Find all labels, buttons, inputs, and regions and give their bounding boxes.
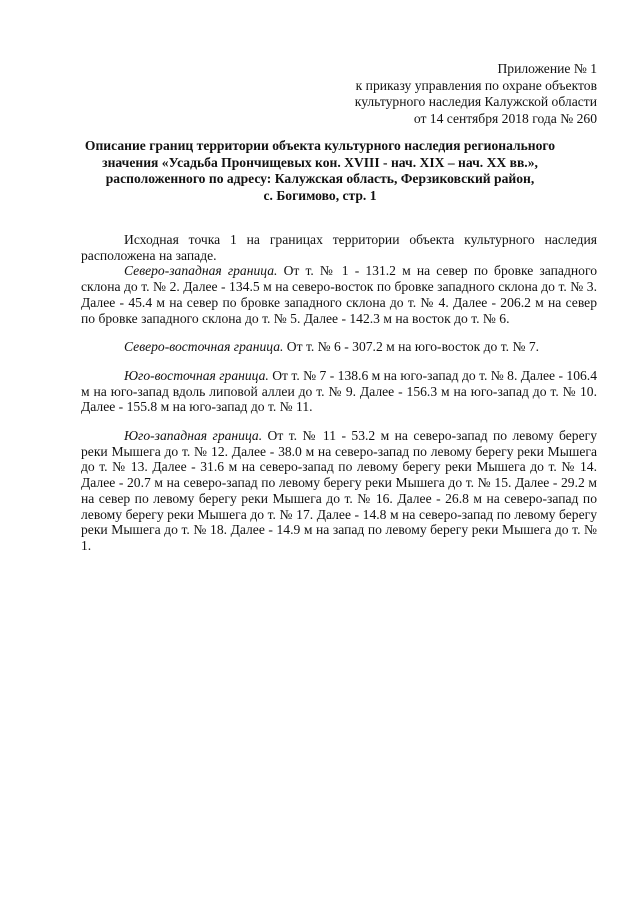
appendix-header [267, 61, 597, 127]
southeast-boundary-text: От т. № 7 - 138.6 м на юго-запад до т. № 8. Далее - 106.4 м на юго-запад вдоль липовой аллеи до т. № 9. Далее - 156.3 м на юго-запад до т. № 10. Далее - 155.8 м на юго-запад до т. № 11. [81, 367, 597, 415]
title-line-4: с. Богимово, стр. 1 [263, 187, 377, 203]
document-body [81, 232, 597, 554]
document-title [60, 138, 580, 204]
title-line-2: значения «Усадьба Прончищевых кон. XVIII - нач. XIX – нач. XX вв.», [102, 154, 538, 170]
southeast-boundary-label: Юго-восточная граница. [124, 367, 269, 383]
northwest-boundary-text: От т. № 1 - 131.2 м на север по бровке западного склона до т. № 2. Далее - 134.5 м на северо-восток по бровке западного склона до т. № 3. Далее - 45.4 м на север по бровке западного склона до т. № 4. Далее - 206.2 м на север по бровке западного склона до т. № 5. Далее - 142.3 м на восток до т. № 6. [81, 263, 597, 326]
northwest-boundary-label: Северо-западная граница. [124, 263, 278, 279]
southwest-boundary-paragraph [81, 428, 597, 554]
northwest-boundary-paragraph [81, 263, 597, 326]
title-line-1: Описание границ территории объекта культурного наследия регионального [84, 138, 556, 153]
northeast-boundary-label: Северо-восточная граница. [124, 339, 284, 355]
appendix-authority: культурного наследия Калужской области [354, 94, 597, 109]
appendix-date: от 14 сентября 2018 года № 260 [413, 110, 597, 126]
appendix-number: Приложение № 1 [497, 61, 597, 76]
southwest-boundary-text: От т. № 11 - 53.2 м на северо-запад по левому берегу реки Мышега до т. № 12. Далее - 38.0 м на северо-запад по левому берегу реки Мышега до т. № 13. Далее - 31.6 м на северо-запад по левому берегу реки Мышега до т. № 14. Далее - 20.7 м на северо-запад по левому берегу реки Мышега до т. № 15. Далее - 29.2 м на север по левому берегу реки Мышега до т. № 16. Далее - 26.8 м на северо-запад по левому берегу реки Мышега до т. № 17. Далее - 14.8 м на северо-запад по левому берегу реки Мышега до т. № 18. Далее - 14.9 м на запад по левому берегу реки Мышега до т. № 1. [81, 428, 597, 553]
appendix-order-ref: к приказу управления по охране объектов [355, 77, 597, 93]
title-line-3: расположенного по адресу: Калужская область, Ферзиковский район, [105, 171, 535, 186]
southwest-boundary-label: Юго-западная граница. [124, 428, 263, 444]
northeast-boundary-paragraph [81, 339, 597, 355]
southeast-boundary-paragraph [81, 368, 597, 415]
intro-paragraph: Исходная точка 1 на границах территории объекта культурного наследия расположена на западе. [81, 232, 597, 263]
northeast-boundary-text: От т. № 6 - 307.2 м на юго-восток до т. № 7. [283, 339, 540, 355]
